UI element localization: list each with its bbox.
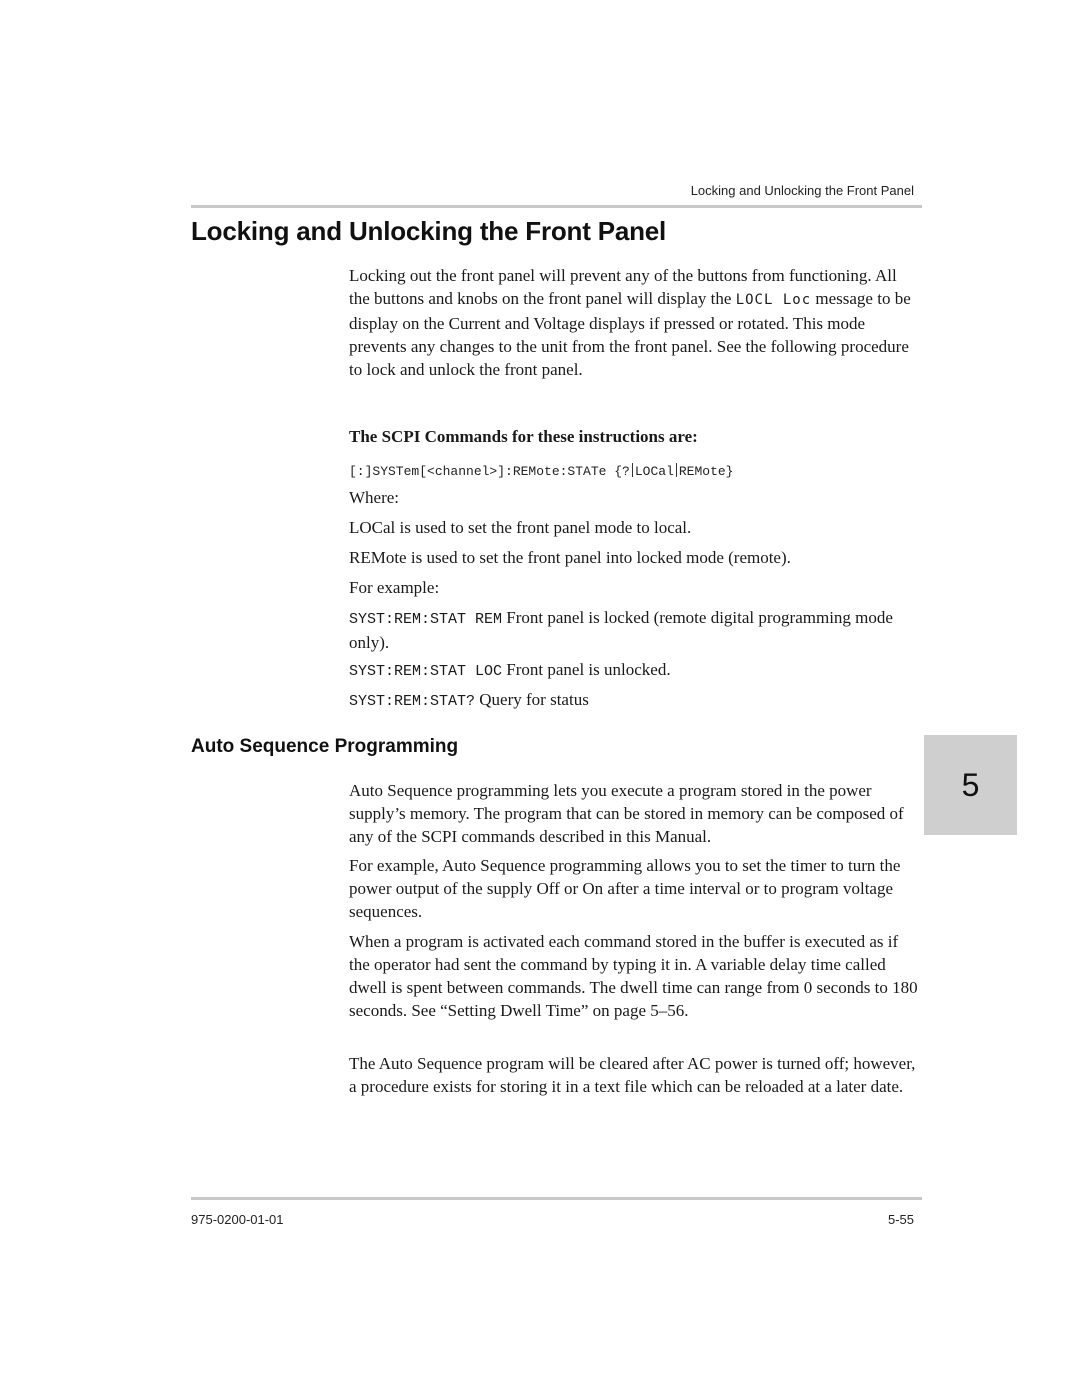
example-command: SYST:REM:STAT REM [349,611,503,628]
for-example-label: For example: [349,578,440,597]
auto-seq-paragraph [349,854,919,923]
example-description: Query for status [475,690,589,709]
example-command: SYST:REM:STAT? [349,693,476,710]
auto-seq-paragraph [349,1052,919,1098]
example-description: Front panel is unlocked. [502,660,671,679]
intro-text-before: Locking out the front panel will prevent any of the buttons from functioning. All the buttons and knobs on the front panel will display the [349,266,897,308]
example-query [349,688,919,713]
footer-rule [191,1197,922,1200]
intro-paragraph [349,264,919,381]
where-label: Where: [349,488,400,507]
example-lock [349,606,919,654]
scpi-syntax [349,460,919,483]
paragraph-text: The Auto Sequence program will be cleared after AC power is turned off; however, a procedure exists for storing it in a text file which can be reloaded at a later date. [349,1054,916,1096]
lcd-lock-message: LOCL Loc [735,292,812,308]
paragraph-text: For example, Auto Sequence programming allows you to set the timer to turn the power output of the supply Off or On after a time interval or to program voltage sequences. [349,856,901,921]
syntax-prefix: [:]SYSTem[<channel>]:REMote:STATe {? [349,464,630,479]
scpi-heading: The SCPI Commands for these instructions are: [349,427,698,446]
example-command: SYST:REM:STAT LOC [349,663,503,680]
paragraph-text: Auto Sequence programming lets you execute a program stored in the power supply’s memory. The program that can be stored in memory can be composed of any of the SCPI commands described in this Manual. [349,781,904,846]
header-rule [191,205,922,208]
document-number: 975-0200-01-01 [191,1212,284,1227]
remote-description: REMote is used to set the front panel into locked mode (remote). [349,548,791,567]
chapter-tab [924,735,1017,835]
chapter-number: 5 [961,766,980,803]
syntax-separator [676,463,677,477]
example-description: Front panel is locked (remote digital programming mode only). [349,608,893,652]
syntax-separator [632,463,633,477]
page-number: 5-55 [887,1212,914,1227]
running-header: Locking and Unlocking the Front Panel [690,183,914,198]
section-title-locking: Locking and Unlocking the Front Panel [191,216,667,246]
example-unlock [349,658,919,683]
syntax-option-local: LOCal [634,464,674,479]
auto-seq-paragraph [349,779,911,848]
intro-text-after: message to be display on the Current and Voltage displays if pressed or rotated. This mode prevents any changes to the unit from the front panel. See the following procedure to lock and unlock the front panel. [349,289,911,379]
syntax-option-remote: REMote} [678,464,734,479]
section-title-auto-sequence: Auto Sequence Programming [191,736,459,757]
paragraph-text: When a program is activated each command stored in the buffer is executed as if the operator had sent the command by typing it in. A variable delay time called dwell is spent between commands. The dwell time can range from 0 seconds to 180 seconds. See “Setting Dwell Time” on page 5–56. [349,932,918,1020]
auto-seq-paragraph [349,930,919,1022]
local-description: LOCal is used to set the front panel mode to local. [349,518,692,537]
